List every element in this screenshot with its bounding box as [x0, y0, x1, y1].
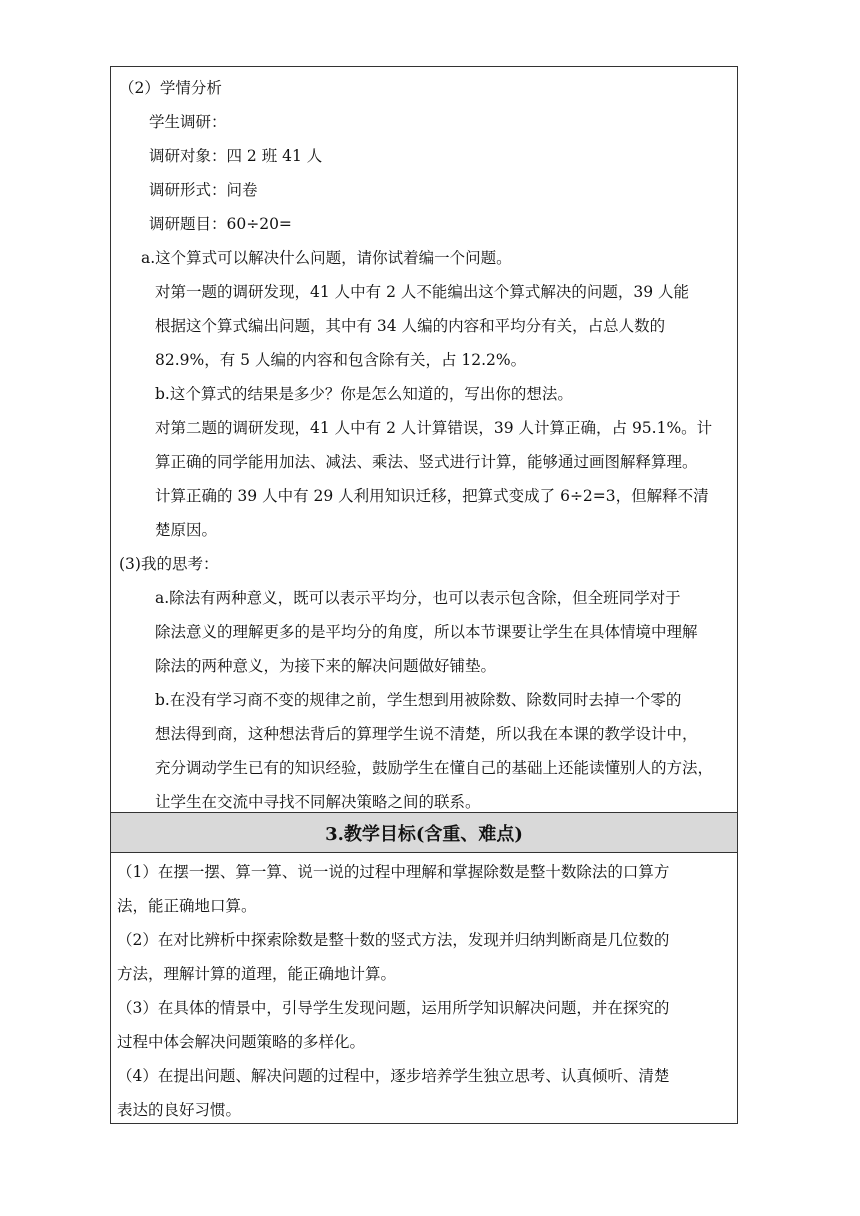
thinking-heading: (3)我的思考：	[119, 555, 219, 573]
question-a: a.这个算式可以解决什么问题，请你试着编一个问题。	[141, 249, 512, 267]
thinking-a-line: 除法的两种意义，为接下来的解决问题做好铺垫。	[155, 657, 497, 675]
goals-title: 3.教学目标(含重、难点)	[325, 823, 523, 845]
thinking-b-line: b.在没有学习商不变的规律之前，学生想到用被除数、除数同时去掉一个零的	[155, 691, 682, 709]
goal-line: （3）在具体的情景中，引导学生发现问题，运用所学知识解决问题，并在探究的	[117, 999, 670, 1017]
thinking-b-line: 充分调动学生已有的知识经验，鼓励学生在懂自己的基础上还能读懂别人的方法，	[155, 759, 714, 777]
finding-b-line: 楚原因。	[155, 521, 218, 539]
thinking-a-line: a.除法有两种意义，既可以表示平均分，也可以表示包含除，但全班同学对于	[155, 589, 681, 607]
question-b: b.这个算式的结果是多少？你是怎么知道的，写出你的想法。	[155, 385, 573, 403]
finding-b-line: 对第二题的调研发现，41 人中有 2 人计算错误，39 人计算正确，占 95.1%。计	[155, 419, 713, 437]
finding-b-line: 算正确的同学能用加法、减法、乘法、竖式进行计算，能够通过画图解释算理。	[155, 453, 698, 471]
thinking-a-line: 除法意义的理解更多的是平均分的角度，所以本节课要让学生在具体情境中理解	[155, 623, 698, 641]
goal-line: 过程中体会解决问题策略的多样化。	[117, 1033, 366, 1051]
finding-a-line: 82.9%，有 5 人编的内容和包含除有关，占 12.2%。	[155, 351, 527, 369]
goal-line: （4）在提出问题、解决问题的过程中，逐步培养学生独立思考、认真倾听、清楚	[117, 1067, 670, 1085]
survey-target: 调研对象：四 2 班 41 人	[149, 147, 323, 165]
survey-label: 学生调研：	[149, 113, 227, 131]
goal-line: 方法，理解计算的道理，能正确地计算。	[117, 965, 397, 983]
student-analysis-cell	[111, 67, 737, 813]
finding-a-line: 对第一题的调研发现，41 人中有 2 人不能编出这个算式解决的问题，39 人能	[155, 283, 690, 301]
survey-form: 调研形式：问卷	[149, 181, 258, 199]
goal-line: 表达的良好习惯。	[117, 1101, 242, 1119]
thinking-b-line: 想法得到商，这种想法背后的算理学生说不清楚，所以我在本课的教学设计中，	[155, 725, 698, 743]
goal-line: 法，能正确地口算。	[117, 897, 257, 915]
lesson-plan-table	[110, 66, 738, 1124]
finding-a-line: 根据这个算式编出问题，其中有 34 人编的内容和平均分有关，占总人数的	[155, 317, 666, 335]
section-heading: （2）学情分析	[119, 79, 222, 97]
goal-line: （2）在对比辨析中探索除数是整十数的竖式方法，发现并归纳判断商是几位数的	[117, 931, 670, 949]
thinking-b-line: 让学生在交流中寻找不同解决策略之间的联系。	[155, 793, 481, 811]
goal-line: （1）在摆一摆、算一算、说一说的过程中理解和掌握除数是整十数除法的口算方	[117, 863, 670, 881]
goals-cell	[111, 853, 737, 1123]
survey-question: 调研题目：60÷20=	[149, 215, 292, 233]
goals-header	[111, 813, 737, 853]
finding-b-line: 计算正确的 39 人中有 29 人利用知识迁移，把算式变成了 6÷2=3，但解释不清	[155, 487, 709, 505]
